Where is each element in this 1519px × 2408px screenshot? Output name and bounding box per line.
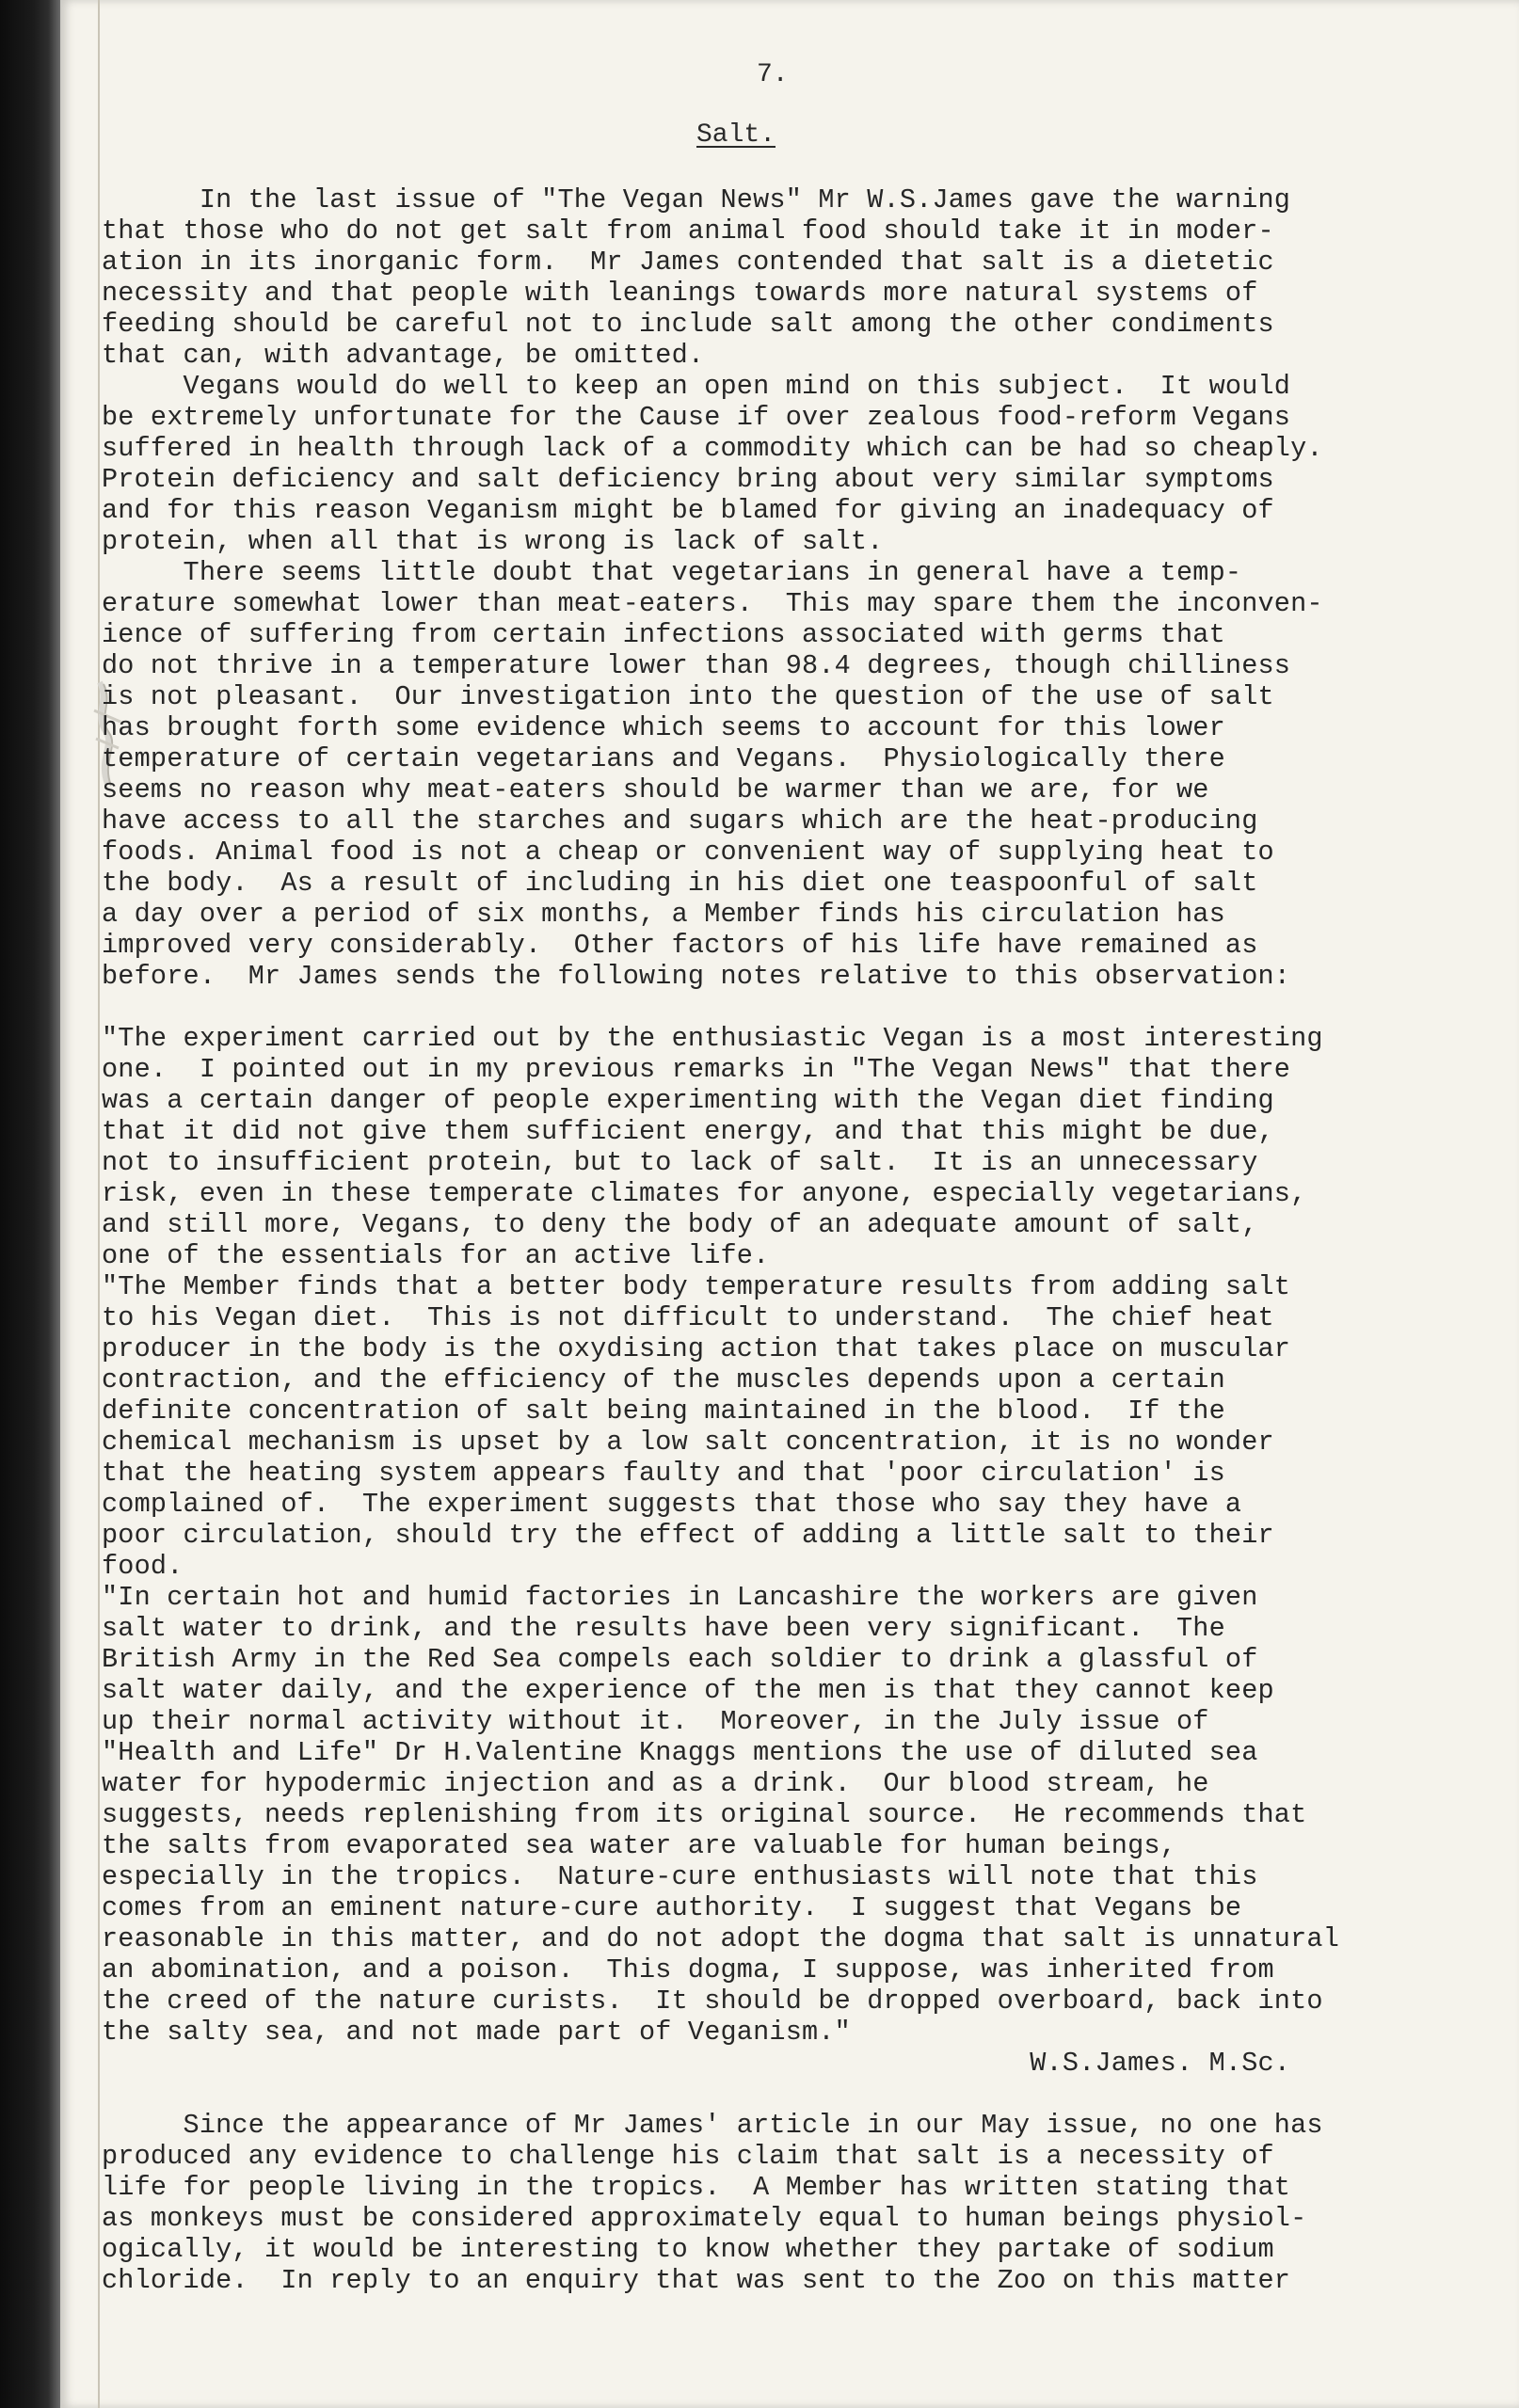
text-line: "The experiment carried out by the enthusiastic Vegan is a most interesting (102, 1023, 1323, 1054)
text-line: definite concentration of salt being maintained in the blood. If the (102, 1395, 1225, 1427)
text-line: suggests, needs replenishing from its original source. He recommends that (102, 1799, 1307, 1830)
text-line: erature somewhat lower than meat-eaters. This may spare them the inconven- (102, 588, 1323, 619)
text-line: that it did not give them sufficient energy, and that this might be due, (102, 1116, 1274, 1147)
text-line: protein, when all that is wrong is lack of salt. (102, 526, 884, 557)
text-line: reasonable in this matter, and do not adopt the dogma that salt is unnatural (102, 1923, 1340, 1954)
text-line: especially in the tropics. Nature-cure enthusiasts will note that this (102, 1861, 1258, 1892)
text-line: up their normal activity without it. Moreover, in the July issue of (102, 1706, 1209, 1737)
text-line: British Army in the Red Sea compels each soldier to drink a glassful of (102, 1644, 1258, 1675)
text-line: necessity and that people with leanings towards more natural systems of (102, 278, 1258, 309)
binding-margin-line (98, 0, 100, 2408)
text-line: "The Member finds that a better body temperature results from adding salt (102, 1271, 1291, 1302)
text-line: improved very considerably. Other factors of his life have remained as (102, 930, 1258, 961)
text-line: to his Vegan diet. This is not difficult to understand. The chief heat (102, 1302, 1274, 1333)
text-line: foods. Animal food is not a cheap or convenient way of supplying heat to (102, 837, 1274, 868)
text-line: W.S.James. M.Sc. (102, 2048, 1291, 2079)
text-line: have access to all the starches and sugars which are the heat-producing (102, 805, 1258, 837)
text-line: the creed of the nature curists. It should be dropped overboard, back into (102, 1985, 1323, 2017)
article-title: Salt. (696, 120, 776, 150)
text-line: In the last issue of "The Vegan News" Mr W.S.James gave the warning (102, 184, 1291, 215)
text-line: an abomination, and a poison. This dogma, I suppose, was inherited from (102, 1954, 1274, 1985)
text-line: one of the essentials for an active life. (102, 1240, 770, 1271)
text-line: and for this reason Veganism might be blamed for giving an inadequacy of (102, 495, 1274, 526)
text-line: has brought forth some evidence which seems to account for this lower (102, 712, 1225, 743)
text-line: ogically, it would be interesting to know whether they partake of sodium (102, 2234, 1274, 2265)
text-line: the salty sea, and not made part of Veganism." (102, 2017, 851, 2048)
text-line: do not thrive in a temperature lower than 98.4 degrees, though chilliness (102, 650, 1291, 681)
page-number: 7. (757, 60, 789, 89)
text-line: food. (102, 1551, 184, 1582)
text-line: complained of. The experiment suggests that those who say they have a (102, 1489, 1242, 1520)
text-line: producer in the body is the oxydising action that takes place on muscular (102, 1333, 1291, 1364)
text-line: Vegans would do well to keep an open mind on this subject. It would (102, 371, 1291, 402)
text-line: "In certain hot and humid factories in Lancashire the workers are given (102, 1582, 1258, 1613)
text-line: before. Mr James sends the following notes relative to this observation: (102, 961, 1291, 992)
text-line: as monkeys must be considered approximately equal to human beings physiol- (102, 2203, 1307, 2234)
text-line: chemical mechanism is upset by a low salt concentration, it is no wonder (102, 1427, 1274, 1458)
text-line: not to insufficient protein, but to lack of salt. It is an unnecessary (102, 1147, 1258, 1178)
text-line: water for hypodermic injection and as a drink. Our blood stream, he (102, 1768, 1209, 1799)
text-line: one. I pointed out in my previous remarks in "The Vegan News" that there (102, 1054, 1291, 1085)
text-line: salt water daily, and the experience of the men is that they cannot keep (102, 1675, 1274, 1706)
document-page (60, 0, 1519, 2408)
text-line: a day over a period of six months, a Member finds his circulation has (102, 899, 1225, 930)
text-line: contraction, and the efficiency of the muscles depends upon a certain (102, 1364, 1225, 1395)
text-line: Protein deficiency and salt deficiency bring about very similar symptoms (102, 464, 1274, 495)
text-line: was a certain danger of people experimenting with the Vegan diet finding (102, 1085, 1274, 1116)
text-line: risk, even in these temperate climates for anyone, especially vegetarians, (102, 1178, 1307, 1209)
text-line: There seems little doubt that vegetarians in general have a temp- (102, 557, 1242, 588)
text-line: is not pleasant. Our investigation into the question of the use of salt (102, 681, 1274, 712)
text-line: that can, with advantage, be omitted. (102, 340, 705, 371)
text-line: temperature of certain vegetarians and Vegans. Physiologically there (102, 743, 1225, 774)
text-line: that the heating system appears faulty and that 'poor circulation' is (102, 1458, 1225, 1489)
text-line: the salts from evaporated sea water are valuable for human beings, (102, 1830, 1176, 1861)
text-line: the body. As a result of including in his diet one teaspoonful of salt (102, 868, 1258, 899)
text-line: produced any evidence to challenge his claim that salt is a necessity of (102, 2141, 1274, 2172)
text-line: "Health and Life" Dr H.Valentine Knaggs mentions the use of diluted sea (102, 1737, 1258, 1768)
text-line: suffered in health through lack of a commodity which can be had so cheaply. (102, 433, 1323, 464)
text-line: and still more, Vegans, to deny the body of an adequate amount of salt, (102, 1209, 1258, 1240)
text-line: ience of suffering from certain infections associated with germs that (102, 619, 1225, 650)
text-line: be extremely unfortunate for the Cause if over zealous food-reform Vegans (102, 402, 1291, 433)
text-line: chloride. In reply to an enquiry that was sent to the Zoo on this matter (102, 2265, 1291, 2296)
text-line: poor circulation, should try the effect of adding a little salt to their (102, 1520, 1274, 1551)
text-line: comes from an eminent nature-cure authority. I suggest that Vegans be (102, 1892, 1242, 1923)
text-line: seems no reason why meat-eaters should be warmer than we are, for we (102, 774, 1209, 805)
text-line: salt water to drink, and the results have been very significant. The (102, 1613, 1225, 1644)
text-line: that those who do not get salt from animal food should take it in moder- (102, 215, 1274, 247)
text-line: feeding should be careful not to include salt among the other condiments (102, 309, 1274, 340)
text-line: life for people living in the tropics. A Member has written stating that (102, 2172, 1291, 2203)
text-line: ation in its inorganic form. Mr James contended that salt is a dietetic (102, 247, 1274, 278)
book-spine-shadow (0, 0, 60, 2408)
text-line: Since the appearance of Mr James' article in our May issue, no one has (102, 2110, 1323, 2141)
